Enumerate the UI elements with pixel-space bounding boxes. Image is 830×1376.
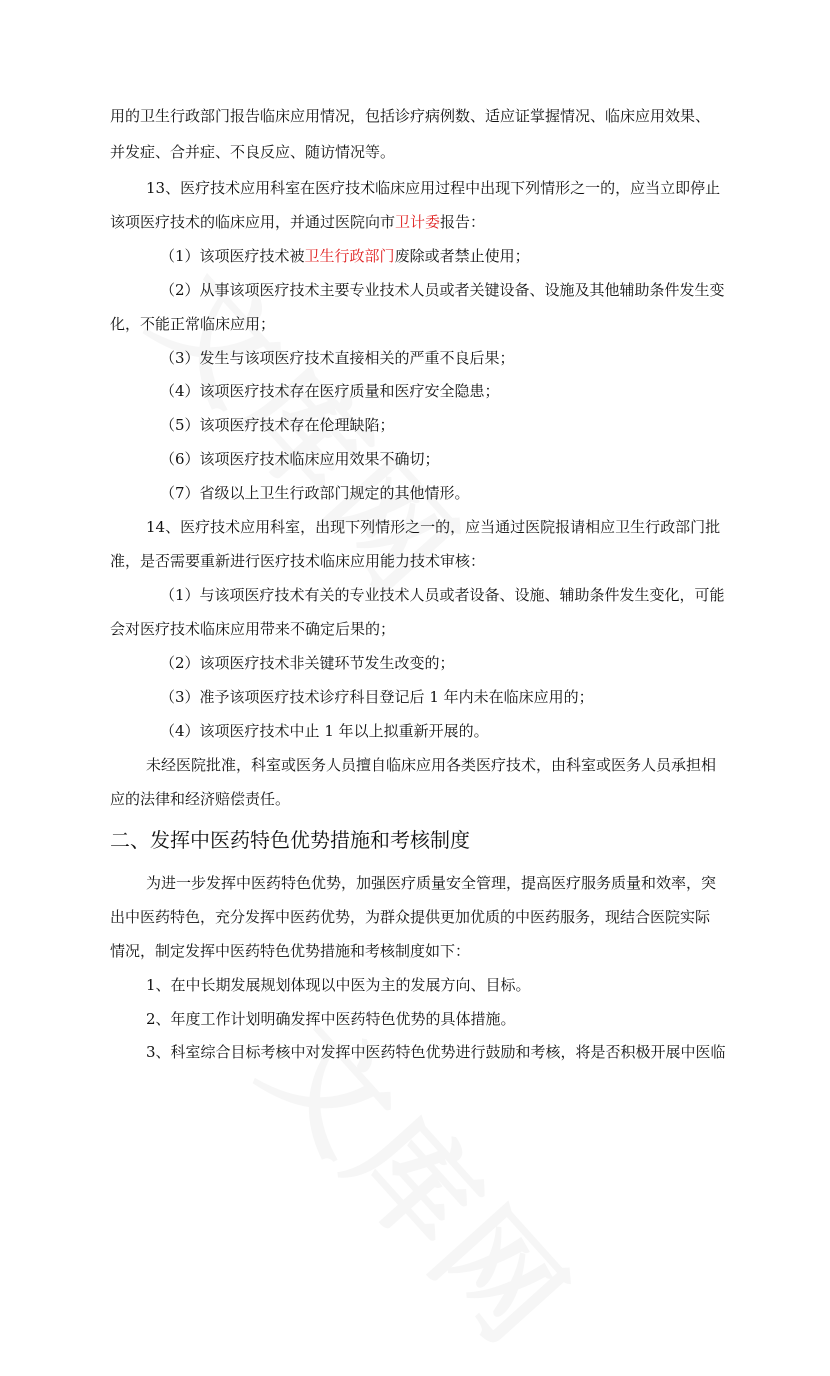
paragraph-12-continued-line-1: 用的卫生行政部门报告临床应用情况，包括诊疗病例数、适应证掌握情况、临床应用效果、 [110, 107, 711, 125]
highlight-health-department: 卫生行政部门 [304, 247, 395, 265]
list-item-14-1-line-1: （1）与该项医疗技术有关的专业技术人员或者设备、设施、辅助条件发生变化，可能 [160, 586, 725, 604]
section-2-item-2: 2、年度工作计划明确发挥中医药特色优势的具体措施。 [146, 1010, 516, 1028]
list-item-13-1 [0, 246, 830, 266]
list-item-14-1-line-2: 会对医疗技术临床应用带来不确定后果的； [110, 620, 396, 638]
list-item-13-2-line-1: （2）从事该项医疗技术主要专业技术人员或者关键设备、设施及其他辅助条件发生变 [160, 281, 725, 299]
paragraph-unauthorized-line-1: 未经医院批准，科室或医务人员擅自临床应用各类医疗技术，由科室或医务人员承担相 [146, 756, 717, 774]
section-2-intro-line-1: 为进一步发挥中医药特色优势，加强医疗质量安全管理，提高医疗服务质量和效率，突 [146, 874, 717, 892]
section-2-item-1: 1、在中长期发展规划体现以中医为主的发展方向、目标。 [146, 976, 531, 994]
section-2-item-3: 3、科室综合目标考核中对发挥中医药特色优势进行鼓励和考核，将是否积极开展中医临 [146, 1043, 726, 1061]
list-item-14-4: （4）该项医疗技术中止 1 年以上拟重新开展的。 [160, 722, 489, 740]
paragraph-14-line-2: 准，是否需要重新进行医疗技术临床应用能力技术审核： [110, 552, 486, 570]
list-item-13-6: （6）该项医疗技术临床应用效果不确切； [160, 450, 440, 468]
paragraph-14-line-1: 14、医疗技术应用科室，出现下列情形之一的，应当通过医院报请相应卫生行政部门批 [146, 518, 721, 536]
paragraph-13-text-a: 该项医疗技术的临床应用，并通过医院向市 [110, 213, 396, 231]
list-item-13-3: （3）发生与该项医疗技术直接相关的严重不良后果； [160, 349, 515, 367]
paragraph-13-line-1: 13、医疗技术应用科室在医疗技术临床应用过程中出现下列情形之一的，应当立即停止 [146, 179, 721, 197]
list-item-13-7: （7）省级以上卫生行政部门规定的其他情形。 [160, 484, 470, 502]
list-item-13-2-line-2: 化，不能正常临床应用； [110, 315, 276, 333]
paragraph-unauthorized-line-2: 应的法律和经济赔偿责任。 [110, 790, 291, 808]
section-2-heading: 二、发挥中医药特色优势措施和考核制度 [110, 828, 470, 852]
paragraph-13-line-2 [0, 212, 830, 232]
list-item-14-2: （2）该项医疗技术非关键环节发生改变的； [160, 654, 455, 672]
item-13-1-text-a: （1）该项医疗技术被 [160, 247, 305, 265]
paragraph-13-text-b: 报告： [440, 213, 486, 231]
list-item-13-5: （5）该项医疗技术存在伦理缺陷； [160, 416, 395, 434]
list-item-14-3: （3）准予该项医疗技术诊疗科目登记后 1 年内未在临床应用的； [160, 688, 594, 706]
section-2-intro-line-2: 出中医药特色，充分发挥中医药优势，为群众提供更加优质的中医药服务，现结合医院实际 [110, 908, 711, 926]
section-2-intro-line-3: 情况，制定发挥中医药特色优势措施和考核制度如下： [110, 942, 471, 960]
item-13-1-text-b: 废除或者禁止使用； [394, 247, 530, 265]
list-item-13-4: （4）该项医疗技术存在医疗质量和医疗安全隐患； [160, 382, 500, 400]
highlight-health-commission: 卫计委 [395, 213, 441, 231]
watermark-lower [232, 980, 613, 1376]
paragraph-12-continued-line-2: 并发症、合并症、不良反应、随访情况等。 [110, 143, 396, 161]
